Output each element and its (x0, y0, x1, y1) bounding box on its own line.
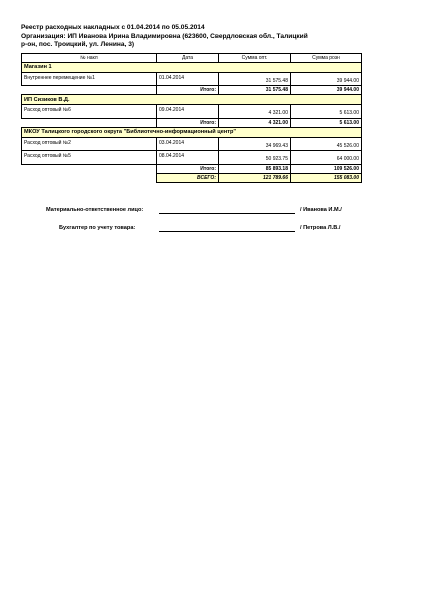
group-total-label: Итого: (157, 164, 219, 173)
signature-label-responsible: Материально-ответственное лицо: (46, 207, 144, 213)
column-header-date: Дата (157, 54, 219, 63)
group-name: МКОУ Талицкого городского округа "Библиотечно-информационный центр" (22, 127, 362, 137)
group-total-label: Итого: (157, 86, 219, 95)
invoice-wholesale-sum: 31 575.48 (219, 72, 291, 86)
invoice-retail-sum: 45 526.00 (291, 137, 362, 151)
column-header-retail: Сумма розн (291, 54, 362, 63)
group-header-row (22, 127, 362, 137)
grand-total-row (22, 173, 362, 182)
invoice-wholesale-sum: 4 321.00 (219, 105, 291, 119)
grand-total-label: ВСЕГО: (157, 173, 219, 182)
group-total-wholesale: 85 893.18 (219, 164, 291, 173)
document-header (21, 24, 341, 50)
table-row (22, 137, 362, 151)
invoice-retail-sum: 64 000.00 (291, 151, 362, 165)
invoice-register-table (21, 53, 362, 183)
invoice-name: Расход оптовый №2 (22, 137, 157, 151)
invoice-retail-sum: 5 613.00 (291, 105, 362, 119)
signature-label-accountant: Бухгалтер по учету товара: (59, 225, 136, 231)
invoice-date: 08.04.2014 (157, 151, 219, 165)
invoice-name: Внутреннее перемещение №1 (22, 72, 157, 86)
column-header-number: № накл (22, 54, 157, 63)
invoice-date: 09.04.2014 (157, 105, 219, 119)
invoice-retail-sum: 39 944.00 (291, 72, 362, 86)
group-total-retail: 39 944.00 (291, 86, 362, 95)
group-total-row (22, 86, 362, 95)
invoice-wholesale-sum: 34 969.43 (219, 137, 291, 151)
table-row (22, 151, 362, 165)
signature-line-responsible (159, 213, 295, 214)
grand-total-wholesale: 121 789.66 (219, 173, 291, 182)
group-total-retail: 5 613.00 (291, 118, 362, 127)
signature-name-accountant: / Петрова Л.В./ (300, 225, 341, 231)
organization-address: р-он, пос. Троицкий, ул. Ленина, 3) (21, 41, 135, 49)
table-row (22, 105, 362, 119)
group-name: Магазин 1 (22, 63, 362, 73)
group-total-wholesale: 4 321.00 (219, 118, 291, 127)
group-total-label: Итого: (157, 118, 219, 127)
invoice-wholesale-sum: 50 923.75 (219, 151, 291, 165)
group-total-wholesale: 31 575.48 (219, 86, 291, 95)
table-row (22, 72, 362, 86)
invoice-date: 01.04.2014 (157, 72, 219, 86)
grand-total-retail: 155 083.00 (291, 173, 362, 182)
group-header-row (22, 95, 362, 105)
group-name: ИП Сизиков В.Д. (22, 95, 362, 105)
signature-name-responsible: / Иванова И.М./ (300, 207, 342, 213)
invoice-name: Расход оптовый №6 (22, 105, 157, 119)
group-header-row (22, 63, 362, 73)
signature-line-accountant (159, 231, 295, 232)
invoice-date: 03.04.2014 (157, 137, 219, 151)
column-header-wholesale: Сумма опт. (219, 54, 291, 63)
group-total-row (22, 164, 362, 173)
invoice-name: Расход оптовый №5 (22, 151, 157, 165)
group-total-retail: 109 526.00 (291, 164, 362, 173)
organization-line: Организация: ИП Иванова Ирина Владимировна (623600, Свердловская обл., Талицкий (21, 32, 308, 40)
table-header-row (22, 54, 362, 63)
report-title: Реестр расходных накладных с 01.04.2014 по 05.05.2014 (21, 24, 205, 31)
group-total-row (22, 118, 362, 127)
